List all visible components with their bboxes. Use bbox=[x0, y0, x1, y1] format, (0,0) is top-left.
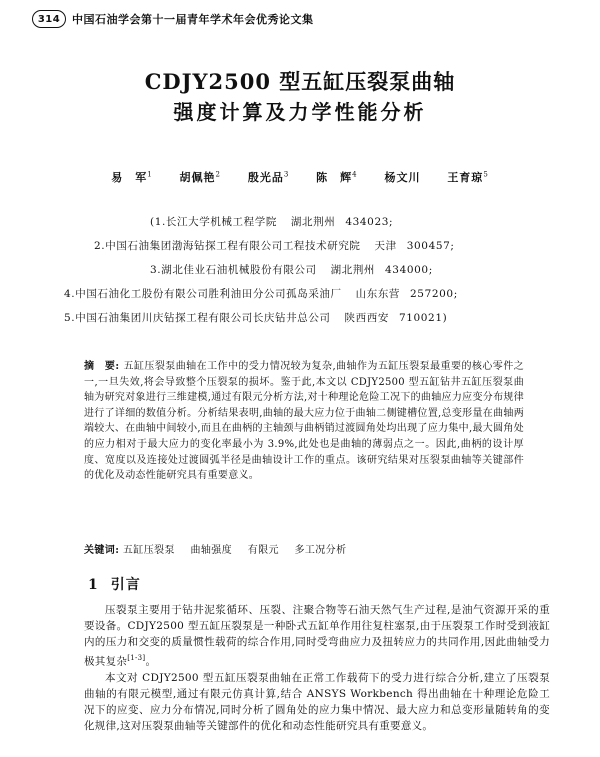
keyword: 五缸压裂泵 bbox=[122, 545, 175, 556]
keywords-label: 关键词: bbox=[84, 545, 120, 556]
body-paragraph: 本文对 CDJY2500 型五缸压裂泵曲轴在正常工作载荷下的受力进行综合分析,建立了压裂泵曲轴的有限元模型,通过有限元仿真计算,结合 ANSYS Workbench 得出曲轴在十种理论危险工况下的应变、应力分布情况,同时分析了圆角处的应力集中情况、最大应力和总变形量随转角的变化规律,这对压裂泵曲轴等关键部件的优化和动态性能研究具有重要意义。 bbox=[84, 672, 550, 732]
affiliation: 2.中国石油集团渤海钻探工程有限公司工程技术研究院 天津 300457; bbox=[94, 240, 455, 252]
author: 胡佩艳$^2$ bbox=[179, 170, 221, 184]
author: 王育琼$^5$ bbox=[447, 170, 489, 184]
abstract-label: 摘 要: bbox=[84, 361, 120, 372]
affiliation: (1.长江大学机械工程学院 湖北荆州 434023; bbox=[150, 216, 394, 228]
author: 易 军$^1$ bbox=[111, 170, 153, 184]
keywords bbox=[84, 541, 524, 556]
abstract bbox=[84, 359, 524, 484]
author: 杨文川 bbox=[384, 171, 421, 184]
author: 殷光品$^3$ bbox=[247, 170, 290, 184]
journal-title: 中国石油学会第十一届青年学术年会优秀论文集 bbox=[72, 13, 314, 26]
section-title: 引言 bbox=[110, 577, 141, 593]
author: 陈 辉$^4$ bbox=[316, 170, 358, 184]
paper-title-line-2: 强度计算及力学性能分析 bbox=[173, 100, 427, 124]
page-number: 314 bbox=[32, 10, 66, 28]
affiliation: 5.中国石油集团川庆钻探工程有限公司长庆钻井总公司 陕西西安 710021) bbox=[64, 312, 448, 324]
affiliation: 4.中国石油化工股份有限公司胜利油田分公司孤岛采油厂 山东东营 257200; bbox=[64, 288, 458, 300]
affiliation: 3.湖北佳业石油机械股份有限公司 湖北荆州 434000; bbox=[150, 264, 433, 276]
paper-title-line-1: CDJY2500 型五缸压裂泵曲轴 bbox=[144, 69, 456, 94]
keyword: 多工况分析 bbox=[294, 545, 347, 556]
body-paragraph: 压裂泵主要用于钻井泥浆循环、压裂、注聚合物等石油天然气生产过程,是油气资源开采的重要设备。CDJY2500 型五缸压裂泵是一种卧式五缸单作用往复柱塞泵,由于压裂泵工作时受到液缸内的压力和交变的质量惯性载荷的综合作用,同时受弯曲应力及扭转应力的共同作用,因此曲轴受力极其复杂[1-3]。 bbox=[84, 604, 550, 668]
keyword: 曲轴强度 bbox=[190, 545, 233, 556]
citation: [1-3] bbox=[127, 654, 146, 662]
section-heading bbox=[88, 574, 141, 594]
running-header bbox=[32, 10, 314, 28]
abstract-text: 五缸压裂泵曲轴在工作中的受力情况较为复杂,曲轴作为五缸压裂泵最重要的核心零件之一,一旦失效,将会导致整个压裂泵的损坏。鉴于此,本文以 CDJY2500 型五缸钻井五缸压裂泵曲轴为研究对象进行三维建模,通过有限元分析方法,对十种理论危险工况下的曲轴应力应变分布规律进行了详细的数值分析。分析结果表明,曲轴的最大应力位于曲轴二侧键槽位置,总变形量在曲轴两端较大、在曲轴中间较小,而且在曲柄的主轴颈与曲柄销过渡圆角处均出现了应力集中,最大圆角处的应力相对于最大应力的变化率最小为 3.9%,此处也是曲轴的薄弱点之一。因此,曲柄的设计厚度、宽度以及连接处过渡圆弧半径是曲轴设计工作的重点。该研究结果对压裂泵曲轴等关键部件的优化及动态性能研究具有重要意义。 bbox=[84, 361, 524, 482]
keyword: 有限元 bbox=[247, 545, 279, 556]
author-list bbox=[0, 169, 600, 185]
section-number: 1 bbox=[88, 577, 99, 593]
